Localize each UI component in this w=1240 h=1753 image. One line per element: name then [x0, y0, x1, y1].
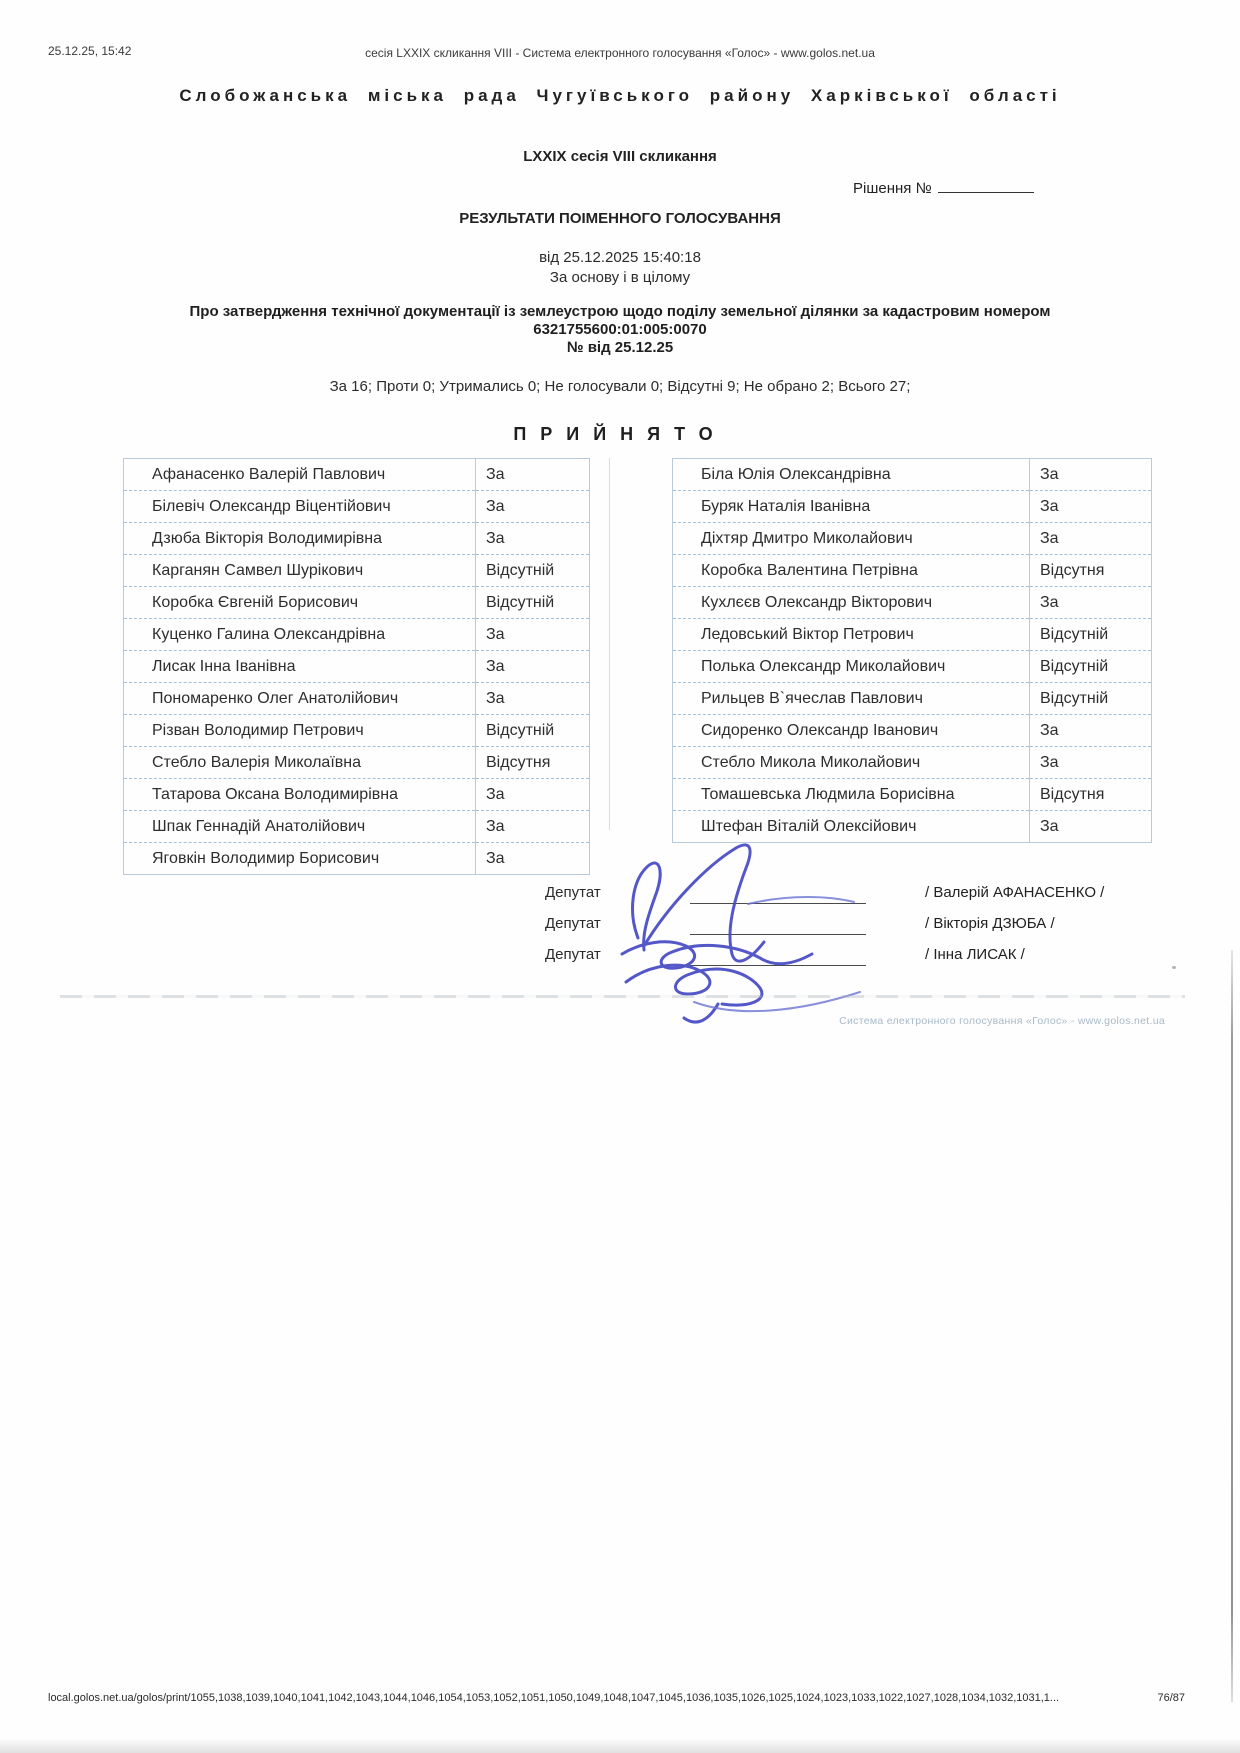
decision-number-label: Рішення № — [853, 180, 932, 197]
deputy-name: Біла Юлія Олександрівна — [673, 459, 1030, 491]
deputy-vote: За — [476, 651, 590, 683]
deputy-vote: Відсутній — [476, 715, 590, 747]
scan-artifact-line — [609, 458, 610, 830]
table-row — [124, 619, 590, 651]
deputy-name: Рильцев В`ячеслав Павлович — [673, 683, 1030, 715]
deputy-name: Коробка Євгеній Борисович — [124, 587, 476, 619]
council-title: Слобожанська міська рада Чугуївського району Харківської області — [179, 86, 1061, 105]
deputy-name: Штефан Віталій Олексійович — [673, 811, 1030, 843]
deputy-vote: За — [1030, 811, 1152, 843]
deputy-name: Стебло Микола Миколайович — [673, 747, 1030, 779]
signature-role-label: Депутат — [545, 915, 601, 932]
subject-block — [0, 303, 1240, 357]
deputy-name: Кухлєєв Олександр Вікторович — [673, 587, 1030, 619]
deputy-name: Діхтяр Дмитро Миколайович — [673, 523, 1030, 555]
print-footer-url: local.golos.net.ua/golos/print/1055,1038,1039,1040,1041,1042,1043,1044,1046,1054,1053,1052,1051,1050,1049,1048,1047,1045,1036,1035,1026,1025,1024,1023,1033,1022,1027,1028,1034,1032,1031,1... — [48, 1692, 1060, 1704]
deputy-vote: За — [1030, 715, 1152, 747]
signature-name: / Інна ЛИСАК / — [925, 946, 1025, 963]
table-row — [673, 523, 1152, 555]
votes-table-left — [123, 458, 590, 875]
deputy-vote: За — [1030, 491, 1152, 523]
votes-table-right-body — [673, 459, 1152, 843]
deputy-vote: За — [476, 491, 590, 523]
deputy-vote: Відсутній — [476, 555, 590, 587]
table-row — [124, 747, 590, 779]
watermark-text: Система електронного голосування «Голос» - www.golos.net.ua — [839, 1015, 1165, 1027]
print-footer-page: 76/87 — [1157, 1692, 1185, 1704]
session-title: LXXIX сесія VIII скликання — [523, 148, 717, 165]
table-row — [124, 523, 590, 555]
print-header-title: сесія LXXIX скликання VIII - Система електронного голосування «Голос» - www.golos.net.ua — [365, 46, 875, 60]
signature-name: / Вікторія ДЗЮБА / — [925, 915, 1055, 932]
deputy-name: Дзюба Вікторія Володимирівна — [124, 523, 476, 555]
deputy-vote: Відсутній — [1030, 683, 1152, 715]
votes-table-left-body — [124, 459, 590, 875]
deputy-vote: Відсутня — [1030, 555, 1152, 587]
table-row — [124, 555, 590, 587]
result-status: ПРИЙНЯТО — [513, 424, 727, 444]
deputy-vote: За — [476, 779, 590, 811]
deputy-vote: За — [476, 619, 590, 651]
deputy-vote: За — [1030, 587, 1152, 619]
subject-line-1: Про затвердження технічної документації із землеустрою щодо поділу земельної ділянки за кадастровим номером — [189, 303, 1051, 320]
deputy-name: Лисак Інна Іванівна — [124, 651, 476, 683]
deputy-vote: За — [1030, 459, 1152, 491]
table-row — [124, 811, 590, 843]
table-row — [124, 843, 590, 875]
table-row — [124, 683, 590, 715]
deputy-name: Татарова Оксана Володимирівна — [124, 779, 476, 811]
subject-line-3: № від 25.12.25 — [566, 339, 674, 356]
vote-basis: За основу і в цілому — [549, 269, 691, 286]
signature-name: / Валерій АФАНАСЕНКО / — [925, 884, 1105, 901]
deputy-name: Коробка Валентина Петрівна — [673, 555, 1030, 587]
table-row — [673, 779, 1152, 811]
table-row — [673, 811, 1152, 843]
print-datetime: 25.12.25, 15:42 — [48, 44, 132, 58]
deputy-vote: За — [476, 683, 590, 715]
deputy-name: Сидоренко Олександр Іванович — [673, 715, 1030, 747]
table-row — [124, 715, 590, 747]
table-row — [673, 491, 1152, 523]
table-row — [673, 459, 1152, 491]
deputy-vote: Відсутній — [476, 587, 590, 619]
deputy-name: Різван Володимир Петрович — [124, 715, 476, 747]
table-row — [124, 779, 590, 811]
deputy-vote: За — [476, 843, 590, 875]
deputy-name: Шпак Геннадій Анатолійович — [124, 811, 476, 843]
scan-edge-line — [1231, 950, 1233, 1702]
deputy-vote: За — [476, 459, 590, 491]
deputy-name: Карганян Самвел Шурікович — [124, 555, 476, 587]
page-bottom-edge — [0, 1740, 1240, 1753]
table-row — [673, 683, 1152, 715]
scan-speck — [1172, 966, 1176, 969]
votes-table-right — [672, 458, 1152, 843]
deputy-name: Ледовський Віктор Петрович — [673, 619, 1030, 651]
results-heading: РЕЗУЛЬТАТИ ПОІМЕННОГО ГОЛОСУВАННЯ — [459, 210, 781, 227]
table-row — [673, 715, 1152, 747]
table-row — [673, 587, 1152, 619]
deputy-vote: Відсутній — [1030, 619, 1152, 651]
decision-number-blank — [938, 178, 1034, 193]
deputy-name: Афанасенко Валерій Павлович — [124, 459, 476, 491]
subject-line-2: 6321755600:01:005:0070 — [533, 321, 707, 338]
deputy-name: Яговкін Володимир Борисович — [124, 843, 476, 875]
handwritten-signature-ink — [598, 842, 868, 1020]
deputy-name: Пономаренко Олег Анатолійович — [124, 683, 476, 715]
deputy-vote: За — [476, 523, 590, 555]
vote-summary: За 16; Проти 0; Утримались 0; Не голосували 0; Відсутні 9; Не обрано 2; Всього 27; — [329, 378, 911, 395]
deputy-name: Томашевська Людмила Борисівна — [673, 779, 1030, 811]
table-row — [124, 459, 590, 491]
deputy-vote: За — [1030, 747, 1152, 779]
table-row — [124, 651, 590, 683]
deputy-vote: Відсутня — [1030, 779, 1152, 811]
table-row — [673, 651, 1152, 683]
vote-datetime: від 25.12.2025 15:40:18 — [539, 249, 701, 266]
decision-number-row — [853, 178, 1034, 197]
deputy-name: Білевіч Олександр Віцентійович — [124, 491, 476, 523]
deputy-vote: За — [1030, 523, 1152, 555]
signature-role-label: Депутат — [545, 946, 601, 963]
deputy-vote: Відсутня — [476, 747, 590, 779]
table-row — [673, 747, 1152, 779]
table-row — [124, 491, 590, 523]
deputy-name: Куценко Галина Олександрівна — [124, 619, 476, 651]
table-row — [124, 587, 590, 619]
deputy-name: Стебло Валерія Миколаївна — [124, 747, 476, 779]
deputy-vote: За — [476, 811, 590, 843]
table-row — [673, 619, 1152, 651]
scan-smudge — [60, 995, 1185, 998]
signature-role-label: Депутат — [545, 884, 601, 901]
deputy-name: Буряк Наталія Іванівна — [673, 491, 1030, 523]
deputy-vote: Відсутній — [1030, 651, 1152, 683]
deputy-name: Полька Олександр Миколайович — [673, 651, 1030, 683]
table-row — [673, 555, 1152, 587]
